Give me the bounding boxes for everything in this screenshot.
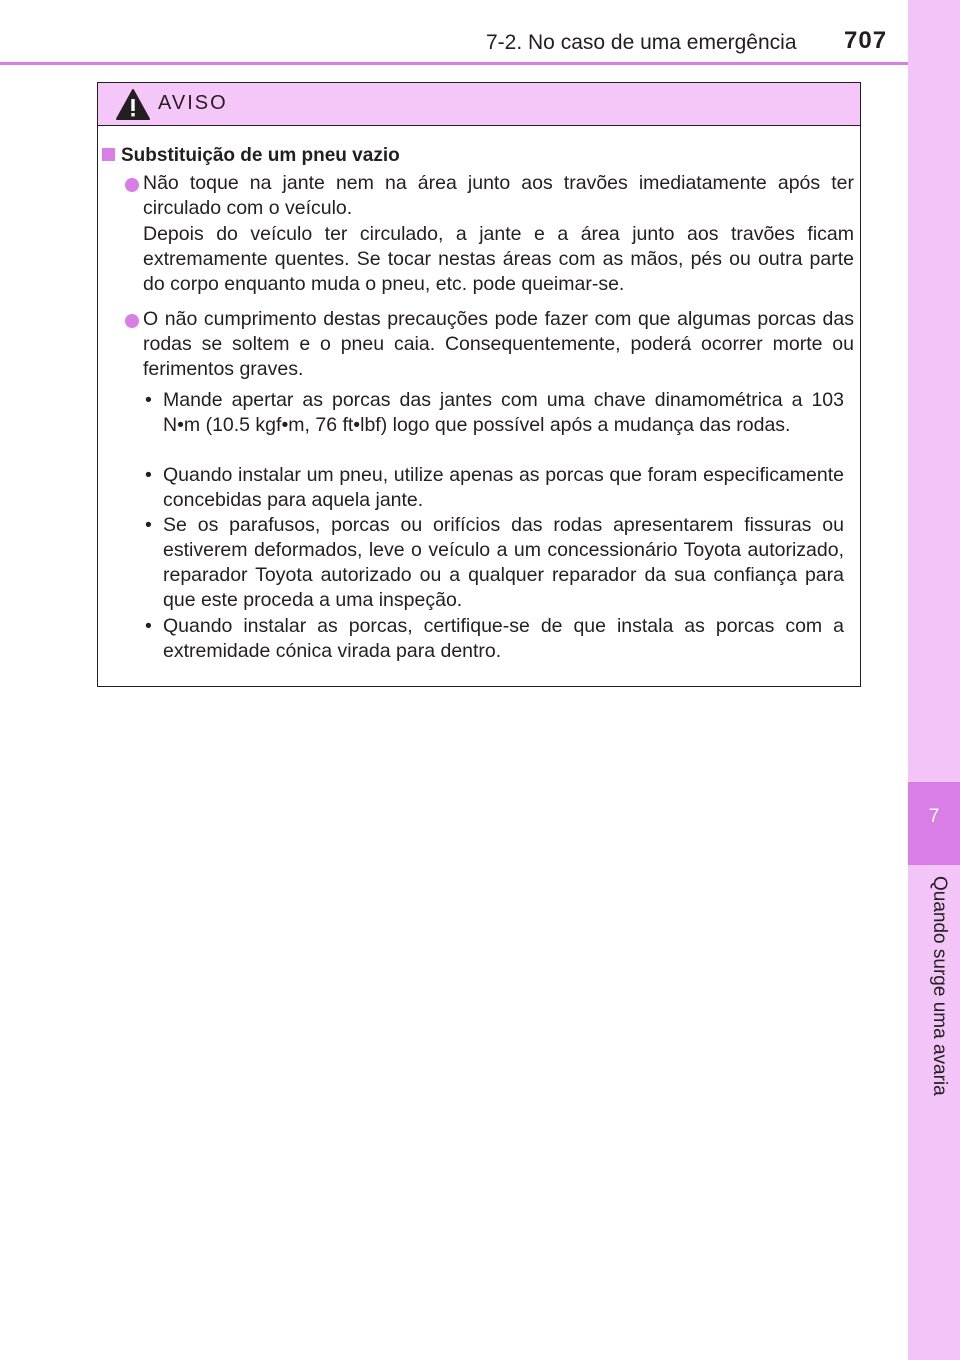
chapter-title: Quando surge uma avaria bbox=[929, 876, 950, 1096]
warning-triangle-icon bbox=[115, 88, 151, 121]
warning-box bbox=[97, 82, 861, 687]
chapter-side-tab bbox=[908, 0, 960, 1360]
page-number: 707 bbox=[844, 27, 888, 54]
square-bullet-icon bbox=[102, 148, 115, 161]
bullet-dot-icon bbox=[125, 178, 139, 192]
bullet-1-text-1: Não toque na jante nem na área junto aos travões imediatamente após ter circulado com o veículo. bbox=[143, 172, 854, 219]
warning-label: AVISO bbox=[158, 92, 228, 114]
sub-bullet-dot: • bbox=[145, 615, 152, 637]
bullet-1-text-2: Depois do veículo ter circulado, a jante e a área junto aos travões ficam extremamente quentes. Se tocar nestas áreas com as mãos, pés ou outra parte do corpo enquanto muda o pneu, etc. pode queimar-se. bbox=[143, 223, 854, 295]
sub-bullet-dot: • bbox=[145, 464, 152, 486]
section-title: 7-2. No caso de uma emergência bbox=[486, 31, 797, 54]
sub-bullet-dot: • bbox=[145, 389, 152, 411]
sub-bullet-dot: • bbox=[145, 514, 152, 536]
warning-heading-text: Substituição de um pneu vazio bbox=[121, 145, 400, 166]
header-rule bbox=[0, 62, 908, 65]
sub-item-3: Se os parafusos, porcas ou orifícios das rodas apresentarem fissuras ou estiverem deformados, leve o veículo a um concessionário Toyota autorizado, reparador Toyota autorizado ou a qualquer reparador da sua confiança para que este proceda a uma inspeção. bbox=[163, 514, 844, 611]
bullet-dot-icon bbox=[125, 314, 139, 328]
sub-item-2: Quando instalar um pneu, utilize apenas as porcas que foram especificamente concebidas para aquela jante. bbox=[163, 464, 844, 511]
bullet-2-text: O não cumprimento destas precauções pode fazer com que algumas porcas das rodas se soltem e o pneu caia. Consequentemente, poderá ocorrer morte ou ferimentos graves. bbox=[143, 308, 854, 380]
sub-item-1: Mande apertar as porcas das jantes com uma chave dinamométrica a 103 N•m (10.5 kgf•m, 76 ft•lbf) logo que possível após a mudança das rodas. bbox=[163, 389, 844, 436]
warning-header bbox=[98, 83, 860, 126]
sub-item-4: Quando instalar as porcas, certifique-se de que instala as porcas com a extremidade cónica virada para dentro. bbox=[163, 615, 844, 662]
chapter-number: 7 bbox=[928, 806, 940, 827]
warning-heading bbox=[102, 145, 400, 167]
